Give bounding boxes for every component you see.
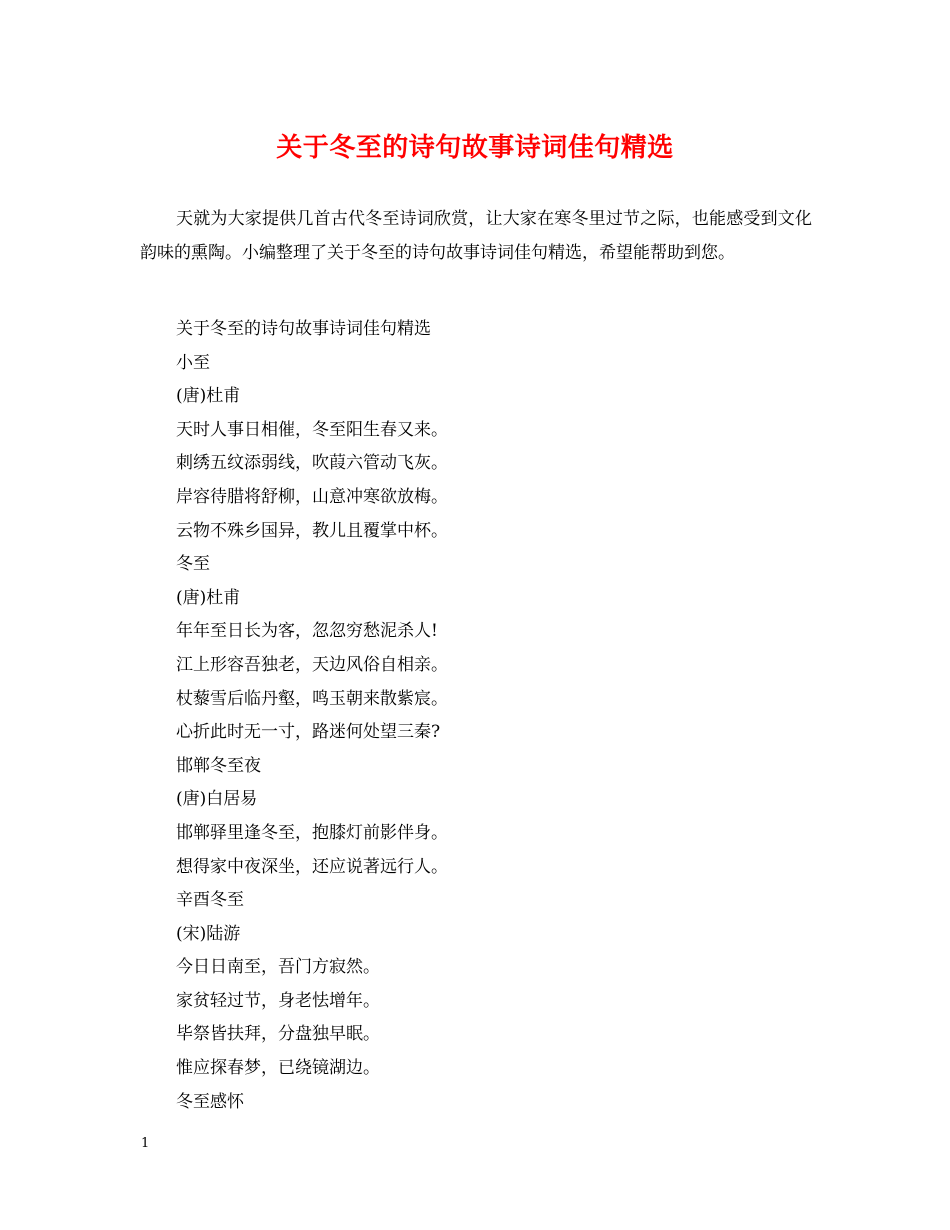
poem-line: 年年至日长为客，忽忽穷愁泥杀人!	[176, 621, 438, 642]
poem-line: 毕祭皆扶拜，分盘独早眠。	[176, 1024, 380, 1045]
poem-line: 岸容待腊将舒柳，山意冲寒欲放梅。	[176, 486, 448, 507]
poem-line: 心折此时无一寸，路迷何处望三秦?	[176, 722, 441, 743]
text-line: 关于冬至的诗句故事诗词佳句精选	[176, 319, 431, 339]
poem-line: 邯郸驿里逢冬至，抱膝灯前影伴身。	[176, 822, 448, 843]
poem-title: 小至	[176, 352, 210, 373]
poem-author: (唐)白居易	[176, 789, 258, 810]
poem-title: 邯郸冬至夜	[176, 755, 261, 776]
poem-line: 杖藜雪后临丹壑，鸣玉朝来散紫宸。	[176, 688, 448, 709]
poem-title: 辛酉冬至	[176, 890, 244, 911]
intro-paragraph: 天就为大家提供几首古代冬至诗词欣赏，让大家在寒冬里过节之际，也能感受到文化韵味的熏陶。小编整理了关于冬至的诗句故事诗词佳句精选，希望能帮助到您。	[140, 209, 812, 263]
poem-line: 江上形容吾独老，天边风俗自相亲。	[176, 654, 448, 675]
poem-author: (唐)杜甫	[176, 386, 241, 407]
poem-line: 天时人事日相催，冬至阳生春又来。	[176, 419, 448, 440]
poem-line: 家贫轻过节，身老怯增年。	[176, 990, 380, 1011]
poem-title: 冬至	[176, 554, 210, 575]
poem-line: 想得家中夜深坐，还应说著远行人。	[176, 856, 448, 877]
poem-line: 刺绣五纹添弱线，吹葭六管动飞灰。	[176, 453, 448, 474]
poem-line: 今日日南至，吾门方寂然。	[176, 957, 380, 978]
poem-title: 冬至感怀	[176, 1091, 244, 1112]
page-number: 1	[141, 1136, 150, 1151]
poem-lines	[176, 313, 448, 1119]
document-title: 关于冬至的诗句故事诗词佳句精选	[276, 133, 674, 163]
poem-line: 云物不殊乡国异，教儿且覆掌中杯。	[176, 520, 448, 541]
poem-author: (唐)杜甫	[176, 587, 241, 608]
poem-line: 惟应探春梦，已绕镜湖边。	[176, 1058, 380, 1079]
poem-author: (宋)陆游	[176, 923, 241, 944]
